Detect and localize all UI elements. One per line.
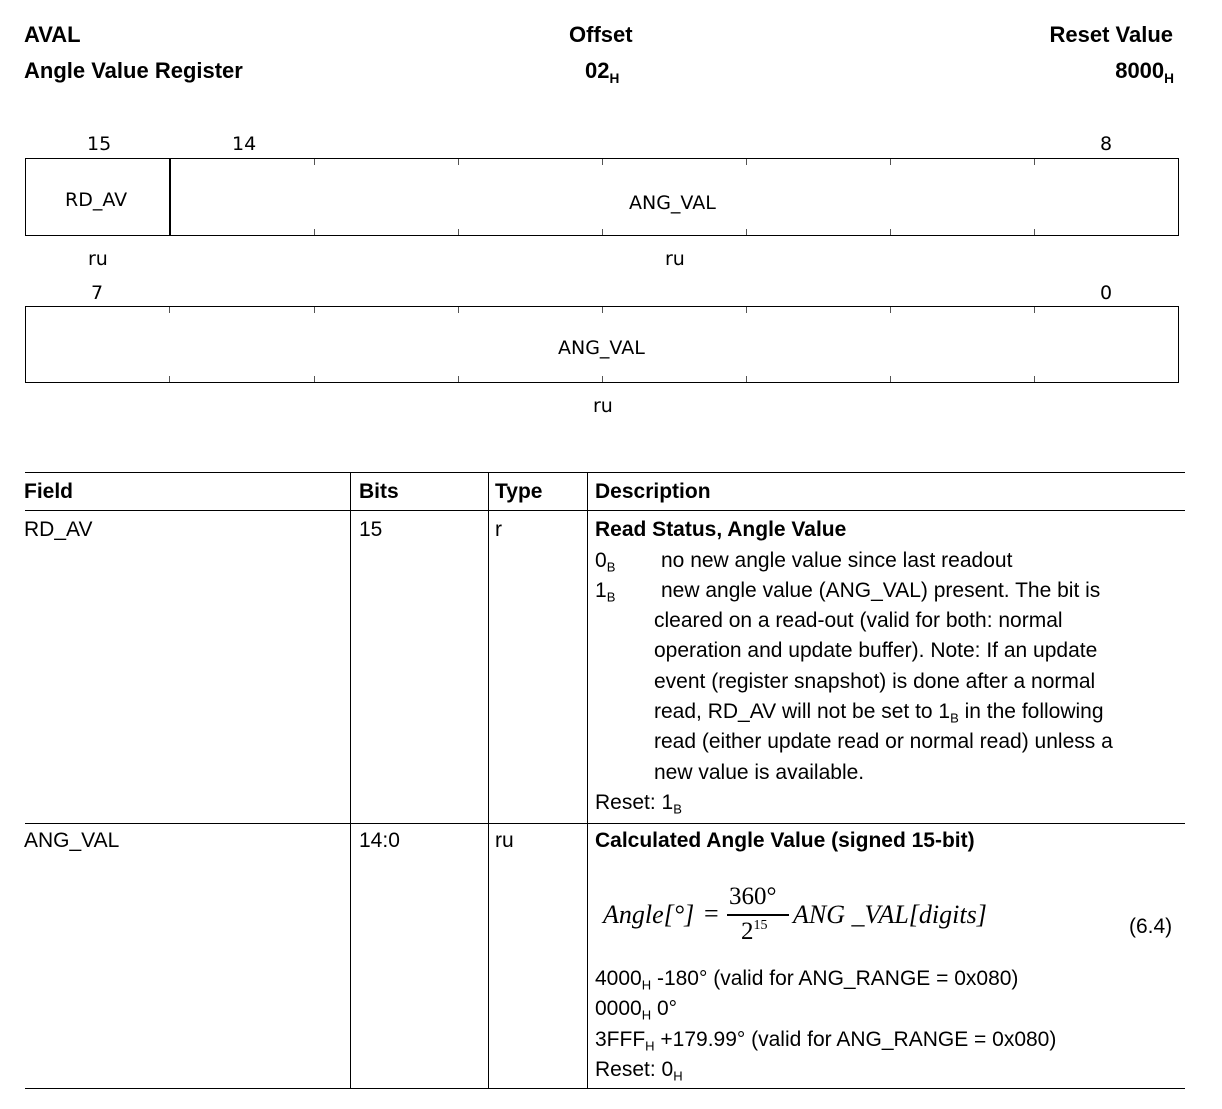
row-ang-val-title: Calculated Angle Value (signed 15-bit): [595, 829, 975, 852]
bit-tick: [890, 159, 891, 165]
bit-tick: [890, 229, 891, 235]
register-upper-byte: [25, 158, 1179, 236]
bit-tick: [458, 229, 459, 235]
rd-av-value-0-text: no new angle value since last readout: [661, 549, 1013, 572]
bit-tick: [602, 307, 603, 313]
bit-tick: [746, 376, 747, 382]
formula-lhs: Angle[°]: [603, 900, 695, 929]
bit-tick: [746, 307, 747, 313]
field-label-rd-av: RD_AV: [65, 189, 128, 211]
table-header-rule: [25, 510, 1185, 511]
bit-tick: [890, 307, 891, 313]
offset-label: Offset: [569, 22, 633, 47]
ang-val-reset: Reset: $0_H$: [595, 1058, 683, 1084]
rd-av-value-1-line: cleared on a read-out (valid for both: normal: [654, 609, 1063, 632]
bit-tick: [314, 376, 315, 382]
formula-denominator: $2^{15}$: [741, 918, 768, 945]
row-ang-val-field: ANG_VAL: [24, 829, 120, 852]
field-label-ang-val-lower: ANG_VAL: [558, 337, 645, 359]
row-rd-av-type: r: [495, 518, 502, 541]
rd-av-value-1-line: read, RD_AV will not be set to $1_B$ in the following: [654, 700, 1104, 726]
access-ang-val-upper: ru: [665, 248, 685, 270]
ang-val-example: $3FFF_H +179.99^\circ$ (valid for ANG_RANGE = 0x080): [595, 1028, 1057, 1054]
column-divider: [488, 472, 489, 1089]
table-row-rule: [25, 823, 1185, 824]
column-divider: [350, 472, 351, 1089]
bit-tick: [602, 159, 603, 165]
column-header-type: Type: [495, 480, 543, 503]
row-rd-av-bits: 15: [359, 518, 383, 541]
bit-tick: [746, 159, 747, 165]
rd-av-value-1: $1_B$: [595, 579, 616, 605]
rd-av-reset: Reset: $1_B$: [595, 791, 682, 817]
ang-val-example: $0000_H$ 0°: [595, 997, 678, 1023]
offset-value: $02_H$: [585, 58, 620, 86]
rd-av-value-1-line: event (register snapshot) is done after a normal: [654, 670, 1096, 693]
bit-tick: [169, 376, 170, 382]
bit-number-15: 15: [87, 133, 112, 155]
rd-av-value-1-line: new angle value (ANG_VAL) present. The bit is: [661, 579, 1101, 602]
bit-number-0: 0: [1100, 282, 1113, 304]
row-ang-val-bits: 14:0: [359, 829, 400, 852]
column-divider: [587, 472, 588, 1089]
bit-tick: [314, 159, 315, 165]
access-rd-av: ru: [88, 248, 108, 270]
bit-number-14: 14: [232, 133, 257, 155]
access-ang-val-lower: ru: [593, 395, 613, 417]
field-divider: [169, 158, 171, 236]
row-ang-val-type: ru: [495, 829, 514, 852]
bit-tick: [746, 229, 747, 235]
bit-tick: [1034, 159, 1035, 165]
reset-value-label: Reset Value: [1049, 22, 1173, 47]
rd-av-value-1-line: new value is available.: [654, 761, 865, 784]
ang-val-example: $4000_H$ -180° (valid for ANG_RANGE = 0x080): [595, 967, 1019, 993]
bit-number-7: 7: [91, 282, 104, 304]
column-header-description: Description: [595, 480, 711, 503]
bit-tick: [458, 376, 459, 382]
bit-tick: [602, 376, 603, 382]
register-long-name: Angle Value Register: [24, 58, 243, 83]
bit-tick: [1034, 307, 1035, 313]
column-header-bits: Bits: [359, 480, 399, 503]
bit-tick: [314, 307, 315, 313]
column-header-field: Field: [24, 480, 74, 503]
reset-value: $8000_H$: [1115, 58, 1174, 86]
rd-av-value-1-line: operation and update buffer). Note: If an update: [654, 639, 1098, 662]
bit-tick: [602, 229, 603, 235]
formula-rhs: ANG _VAL[digits]: [793, 900, 987, 929]
equation-number: (6.4): [1129, 915, 1173, 938]
bit-tick: [458, 159, 459, 165]
bit-tick: [169, 307, 170, 313]
bit-tick: [458, 307, 459, 313]
table-bottom-rule: [25, 1088, 1185, 1089]
bit-tick: [1034, 376, 1035, 382]
bit-tick: [1034, 229, 1035, 235]
field-label-ang-val-upper: ANG_VAL: [629, 192, 716, 214]
row-rd-av-field: RD_AV: [24, 518, 93, 541]
rd-av-value-0: $0_B$: [595, 549, 616, 575]
bit-tick: [314, 229, 315, 235]
rd-av-value-1-line: read (either update read or normal read) unless a: [654, 730, 1113, 753]
bit-number-8: 8: [1100, 133, 1113, 155]
formula-equals: =: [704, 899, 719, 928]
row-rd-av-title: Read Status, Angle Value: [595, 518, 847, 541]
formula-numerator: 360°: [729, 883, 777, 910]
bit-tick: [890, 376, 891, 382]
register-short-name: AVAL: [24, 22, 81, 47]
formula-fraction-bar: [727, 914, 789, 916]
table-top-rule: [25, 472, 1185, 473]
